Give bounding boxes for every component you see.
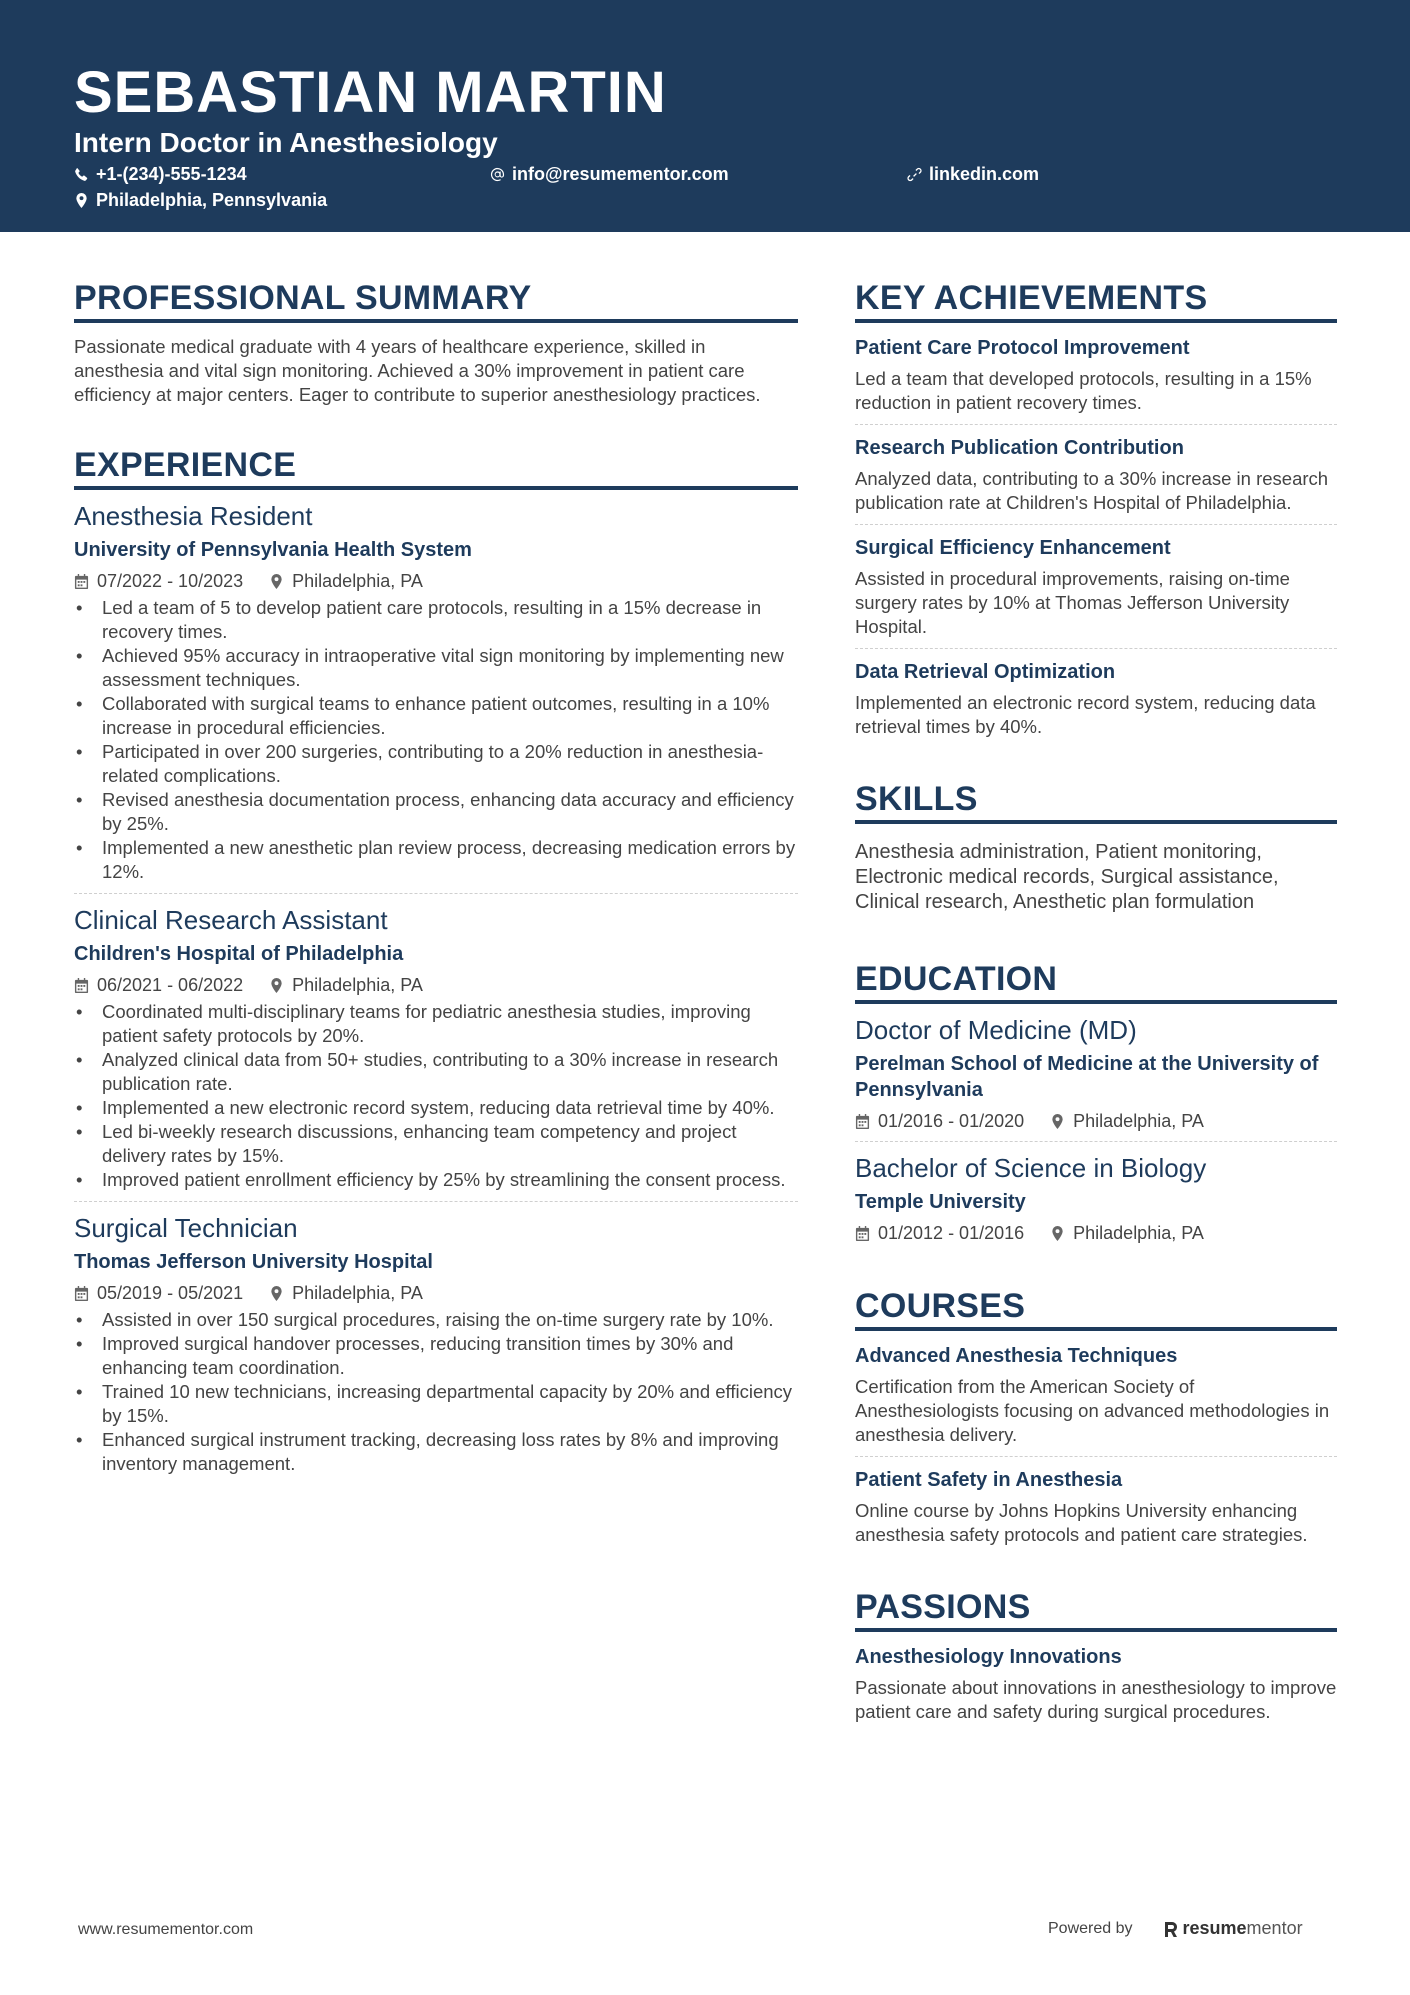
passion-title: Anesthesiology Innovations bbox=[855, 1646, 1122, 1668]
job-title: Anesthesia Resident bbox=[74, 501, 313, 531]
achievement-title: Patient Care Protocol Improvement bbox=[855, 337, 1190, 359]
passion-item bbox=[855, 1644, 1337, 1724]
school-name: Perelman School of Medicine at the University of Pennsylvania bbox=[855, 1053, 1319, 1101]
email-text[interactable]: info@resumementor.com bbox=[512, 164, 729, 184]
powered-by-label: Powered by bbox=[1048, 1919, 1133, 1937]
course-item bbox=[855, 1343, 1337, 1447]
divider bbox=[855, 1141, 1337, 1142]
achievement-desc: Implemented an electronic record system, reducing data retrieval times by 40%. bbox=[855, 692, 1316, 737]
course-item bbox=[855, 1467, 1337, 1547]
job-dates: 07/2022 - 10/2023 bbox=[97, 571, 244, 591]
job-title: Surgical Technician bbox=[74, 1213, 298, 1243]
candidate-title: Intern Doctor in Anesthesiology bbox=[74, 127, 498, 158]
bullet-item: • Improved surgical handover processes, reducing transition times by 30% and enhancing team coordination. bbox=[74, 1332, 798, 1380]
link-icon bbox=[907, 167, 922, 182]
courses-section bbox=[855, 1286, 1337, 1547]
achievement-desc: Assisted in procedural improvements, raising on-time surgery rates by 10% at Thomas Jefferson University Hospital. bbox=[855, 568, 1290, 637]
achievement-item bbox=[855, 435, 1337, 515]
education-location-text: Philadelphia, PA bbox=[1073, 1223, 1204, 1243]
passions-heading: PASSIONS bbox=[855, 1587, 1337, 1632]
summary-section bbox=[74, 278, 798, 407]
achievement-title: Data Retrieval Optimization bbox=[855, 661, 1116, 683]
bullet-item: • Enhanced surgical instrument tracking, decreasing loss rates by 8% and improving inventory management. bbox=[74, 1428, 798, 1476]
contact-linkedin[interactable] bbox=[907, 163, 1039, 185]
location-pin-icon bbox=[1050, 1114, 1065, 1129]
job-location-text: Philadelphia, PA bbox=[292, 975, 423, 995]
course-title: Patient Safety in Anesthesia bbox=[855, 1469, 1123, 1491]
job-bullets bbox=[74, 596, 798, 884]
achievement-item bbox=[855, 535, 1337, 639]
job-dates: 05/2019 - 05/2021 bbox=[97, 1283, 244, 1303]
course-title: Advanced Anesthesia Techniques bbox=[855, 1345, 1178, 1367]
location-pin-icon bbox=[269, 574, 284, 589]
at-icon bbox=[490, 167, 505, 182]
contact-email[interactable] bbox=[490, 163, 729, 185]
job-bullets bbox=[74, 1000, 798, 1192]
job-meta bbox=[74, 974, 798, 996]
degree-title: Doctor of Medicine (MD) bbox=[855, 1015, 1137, 1045]
experience-heading: EXPERIENCE bbox=[74, 445, 798, 490]
bullet-item: • Implemented a new anesthetic plan review process, decreasing medication errors by 12%. bbox=[74, 836, 798, 884]
bullet-item: • Implemented a new electronic record system, reducing data retrieval time by 40%. bbox=[74, 1096, 798, 1120]
divider bbox=[74, 893, 798, 894]
calendar-icon bbox=[74, 574, 89, 589]
job-location-text: Philadelphia, PA bbox=[292, 571, 423, 591]
skills-text: Anesthesia administration, Patient monitoring, Electronic medical records, Surgical assistance, Clinical research, Anesthetic plan formulation bbox=[855, 841, 1279, 913]
bullet-item: • Assisted in over 150 surgical procedures, raising the on-time surgery rate by 10%. bbox=[74, 1308, 798, 1332]
education-dates: 01/2016 - 01/2020 bbox=[878, 1111, 1025, 1131]
company-name: University of Pennsylvania Health System bbox=[74, 539, 472, 561]
job-location bbox=[269, 974, 423, 996]
calendar-icon bbox=[855, 1114, 870, 1129]
job-bullets bbox=[74, 1308, 798, 1476]
location-pin-icon bbox=[1050, 1226, 1065, 1241]
brand-logo[interactable] bbox=[1163, 1918, 1303, 1939]
job-title: Clinical Research Assistant bbox=[74, 905, 388, 935]
brand-light: mentor bbox=[1246, 1918, 1303, 1938]
achievement-title: Research Publication Contribution bbox=[855, 437, 1184, 459]
achievement-desc: Led a team that developed protocols, resulting in a 15% reduction in patient recovery times. bbox=[855, 368, 1312, 413]
right-column bbox=[855, 278, 1337, 1724]
achievement-item bbox=[855, 335, 1337, 415]
bullet-item: • Trained 10 new technicians, increasing departmental capacity by 20% and efficiency by 15%. bbox=[74, 1380, 798, 1428]
experience-section bbox=[74, 445, 798, 1476]
education-meta bbox=[855, 1110, 1337, 1132]
job-meta bbox=[74, 1282, 798, 1304]
education-heading: EDUCATION bbox=[855, 959, 1337, 1004]
school-name: Temple University bbox=[855, 1191, 1026, 1213]
bullet-item: • Led a team of 5 to develop patient care protocols, resulting in a 15% decrease in recovery times. bbox=[74, 596, 798, 644]
passion-desc: Passionate about innovations in anesthesiology to improve patient care and safety during surgical procedures. bbox=[855, 1677, 1337, 1722]
left-column bbox=[74, 278, 798, 1476]
location-pin-icon bbox=[74, 193, 89, 208]
achievement-desc: Analyzed data, contributing to a 30% increase in research publication rate at Children's Hospital of Philadelphia. bbox=[855, 468, 1329, 513]
experience-entry bbox=[74, 904, 798, 1192]
footer-powered-by bbox=[1048, 1918, 1303, 1939]
company-name: Children's Hospital of Philadelphia bbox=[74, 943, 404, 965]
education-location bbox=[1050, 1222, 1204, 1244]
achievement-title: Surgical Efficiency Enhancement bbox=[855, 537, 1171, 559]
job-meta bbox=[74, 570, 798, 592]
location-pin-icon bbox=[269, 978, 284, 993]
calendar-icon bbox=[74, 978, 89, 993]
location-text: Philadelphia, Pennsylvania bbox=[96, 190, 328, 210]
education-dates: 01/2012 - 01/2016 bbox=[878, 1223, 1025, 1243]
brand-bold: resume bbox=[1182, 1918, 1247, 1938]
phone-text: +1-(234)-555-1234 bbox=[96, 164, 247, 184]
bullet-item: • Collaborated with surgical teams to enhance patient outcomes, resulting in a 10% increase in procedural efficiencies. bbox=[74, 692, 798, 740]
achievement-item bbox=[855, 659, 1337, 739]
phone-icon bbox=[74, 167, 89, 182]
divider bbox=[74, 1201, 798, 1202]
bullet-item: • Analyzed clinical data from 50+ studies, contributing to a 30% increase in research publication rate. bbox=[74, 1048, 798, 1096]
course-desc: Online course by Johns Hopkins University enhancing anesthesia safety protocols and patient care strategies. bbox=[855, 1500, 1308, 1545]
job-location-text: Philadelphia, PA bbox=[292, 1283, 423, 1303]
job-location bbox=[269, 1282, 423, 1304]
contact-location bbox=[74, 189, 327, 211]
divider bbox=[855, 1456, 1337, 1457]
experience-entry bbox=[74, 500, 798, 884]
achievements-section bbox=[855, 278, 1337, 739]
calendar-icon bbox=[74, 1286, 89, 1301]
divider bbox=[855, 424, 1337, 425]
calendar-icon bbox=[855, 1226, 870, 1241]
candidate-name: SEBASTIAN MARTIN bbox=[74, 60, 667, 125]
bullet-item: • Led bi-weekly research discussions, enhancing team competency and project delivery rates by 15%. bbox=[74, 1120, 798, 1168]
divider bbox=[855, 648, 1337, 649]
bullet-item: • Improved patient enrollment efficiency by 25% by streamlining the consent process. bbox=[74, 1168, 798, 1192]
education-meta bbox=[855, 1222, 1337, 1244]
company-name: Thomas Jefferson University Hospital bbox=[74, 1251, 433, 1273]
experience-entry bbox=[74, 1212, 798, 1476]
job-dates: 06/2021 - 06/2022 bbox=[97, 975, 244, 995]
courses-heading: COURSES bbox=[855, 1286, 1337, 1331]
footer-website[interactable]: www.resumementor.com bbox=[78, 1921, 254, 1938]
degree-title: Bachelor of Science in Biology bbox=[855, 1153, 1207, 1183]
course-desc: Certification from the American Society of Anesthesiologists focusing on advanced methodologies in anesthesia delivery. bbox=[855, 1376, 1330, 1445]
passions-section bbox=[855, 1587, 1337, 1724]
education-location-text: Philadelphia, PA bbox=[1073, 1111, 1204, 1131]
bullet-item: • Achieved 95% accuracy in intraoperative vital sign monitoring by implementing new assessment techniques. bbox=[74, 644, 798, 692]
summary-heading: PROFESSIONAL SUMMARY bbox=[74, 278, 798, 323]
job-location bbox=[269, 570, 423, 592]
contact-phone bbox=[74, 163, 247, 185]
education-item bbox=[855, 1152, 1337, 1244]
linkedin-text[interactable]: linkedin.com bbox=[929, 164, 1040, 184]
resumementor-logo-icon bbox=[1163, 1920, 1179, 1938]
achievements-heading: KEY ACHIEVEMENTS bbox=[855, 278, 1337, 323]
bullet-item: • Participated in over 200 surgeries, contributing to a 20% reduction in anesthesia-related complications. bbox=[74, 740, 798, 788]
divider bbox=[855, 524, 1337, 525]
education-item bbox=[855, 1014, 1337, 1132]
education-location bbox=[1050, 1110, 1204, 1132]
skills-heading: SKILLS bbox=[855, 779, 1337, 824]
location-pin-icon bbox=[269, 1286, 284, 1301]
summary-text: Passionate medical graduate with 4 years of healthcare experience, skilled in anesthesia and vital sign monitoring. Achieved a 30% improvement in patient care efficiency at major centers. Eager to contribute to superior anesthesiology practices. bbox=[74, 336, 761, 405]
skills-section bbox=[855, 779, 1337, 915]
education-section bbox=[855, 959, 1337, 1244]
resume-header bbox=[0, 0, 1410, 232]
bullet-item: • Revised anesthesia documentation process, enhancing data accuracy and efficiency by 25%. bbox=[74, 788, 798, 836]
bullet-item: • Coordinated multi-disciplinary teams for pediatric anesthesia studies, improving patient safety protocols by 20%. bbox=[74, 1000, 798, 1048]
